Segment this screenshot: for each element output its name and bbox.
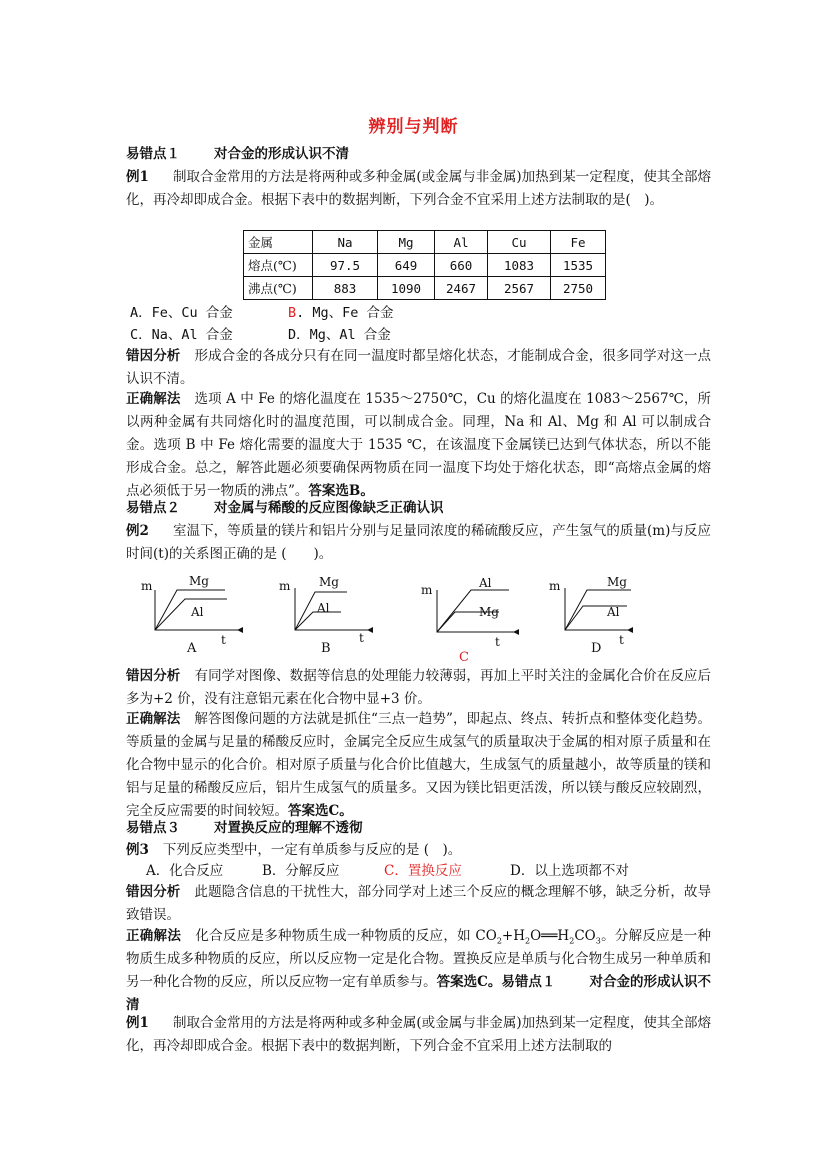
graph-d: [549, 575, 633, 656]
bottom-curve-label: Al: [317, 601, 330, 615]
solution-text: 解答图像问题的方法就是抓住“三点一趋势”，即起点、终点、转折点和整体变化趋势。等质量的金属与足量的稀酸反应时，金属完全反应生成氢气的质量取决于金属的相对原子质量和在化合物中显示的化合价。相对原子质量与化合价比值越大，生成氢气的质量越小，故等质量的镁和铝与足量的稀酸反应后，铝片生成氢气的质量多。又因为镁比铝更活泼，所以镁与酸反应较剧烈，完全反应需要的时间较短。: [126, 711, 711, 819]
solution-label: 正确解法: [126, 391, 181, 407]
x-axis-label: t: [359, 631, 364, 645]
table-cell: 1535: [551, 254, 606, 277]
top-curve-label: Mg: [607, 575, 627, 589]
graph-letter: B: [321, 641, 331, 656]
table-cell: 2467: [435, 277, 488, 300]
table-row: [244, 231, 606, 254]
example-label: 例2: [126, 523, 149, 539]
solution-3: [126, 925, 711, 1017]
option-c: C．Na、Al 合金: [130, 327, 233, 343]
example-text: 制取合金常用的方法是将两种或多种金属(或金属与非金属)加热到某一定程度，使其全部熔化，再冷却即成合金。根据下表中的数据判断，下列合金不宜采用上述方法制取的: [126, 1015, 711, 1054]
axes: [295, 588, 373, 630]
section-title: 对合金的形成认识不清: [214, 146, 349, 162]
axes: [565, 588, 633, 630]
solution-label: 正确解法: [126, 928, 182, 944]
option-b: [288, 302, 394, 324]
table-cell: 2567: [488, 277, 551, 300]
graph-b: [279, 575, 373, 656]
option-a: A．Fe、Cu 合金: [130, 305, 233, 321]
example-label: 例3: [126, 842, 149, 858]
answer: 答案选C。: [288, 803, 353, 819]
section-label: 易错点３: [126, 820, 180, 836]
option-a: A．化合反应: [146, 863, 224, 879]
solution-text: 选项 A 中 Fe 的熔化温度在 1535～2750℃，Cu 的熔化温度在 1083～2567℃，所以两种金属有共同熔化时的温度范围，可以制成合金。同理，Na 和 Al、Mg 和 Al 可以制成合金。选项 B 中 Fe 熔化需要的温度大于 1535 ℃，在该温度下金属镁已达到气体状态，所以不能形成合金。总之，解答此题必须要确保两物质在同一温度下均处于熔化状态，即“高熔点金属的熔点必须低于另一物质的沸点”。: [126, 391, 712, 499]
example-label: 例1: [126, 169, 149, 185]
error-label: 错因分析: [126, 348, 181, 364]
table-cell: 2750: [551, 277, 606, 300]
table-cell: 97.5: [313, 254, 378, 277]
section-title: 对金属与稀酸的反应图像缺乏正确认识: [214, 500, 444, 516]
error-text: 有同学对图像、数据等信息的处理能力较薄弱，再加上平时关注的金属化合价在反应后多为+2 价，没有注意铝元素在化合物中显+3 价。: [126, 668, 712, 707]
y-axis-label: m: [549, 579, 561, 593]
reaction-graphs: [135, 568, 635, 664]
error-text: 此题隐含信息的干扰性大，部分同学对上述三个反应的概念理解不够，缺乏分析，故导致错误。: [126, 884, 712, 923]
solution-text: CO: [574, 928, 596, 944]
table-header-cell: Cu: [488, 231, 551, 254]
subscript: 2: [569, 936, 575, 946]
example-text: 制取合金常用的方法是将两种或多种金属(或金属与非金属)加热到某一定程度，使其全部熔化，再冷却即成合金。根据下表中的数据判断，下列合金不宜采用上述方法制取的是( )。: [126, 169, 711, 208]
axis-arrow: [513, 629, 519, 635]
graph-c: [421, 576, 519, 664]
option-d: D．以上选项都不对: [510, 863, 629, 879]
table-cell: 熔点(℃): [244, 254, 313, 277]
graph-letter: A: [187, 641, 197, 656]
error-label: 错因分析: [126, 668, 181, 684]
section-label: 易错点１: [126, 146, 180, 162]
table-row: [244, 277, 606, 300]
subscript: 2: [525, 936, 531, 946]
solution-text: +H: [501, 928, 526, 944]
solution-label: 正确解法: [126, 711, 181, 727]
solution-1: [126, 388, 711, 503]
graph-a: [141, 574, 243, 656]
table-cell: 660: [435, 254, 488, 277]
option-b: B．分解反应: [262, 863, 340, 879]
metal-table: [243, 230, 606, 300]
option-b-letter: B: [288, 305, 297, 321]
x-axis-label: t: [495, 635, 500, 649]
error-analysis-1: [126, 345, 711, 391]
repeat-section-label: 易错点１: [501, 974, 556, 990]
curve-top: [155, 590, 225, 630]
error-analysis-2: [126, 665, 711, 711]
bottom-curve-label: Al: [607, 605, 620, 619]
error-text: 形成合金的各成分只有在同一温度时都呈熔化状态，才能制成合金，很多同学对这一点认识不清。: [126, 348, 712, 387]
solution-2: [126, 708, 711, 823]
table-header-cell: 金属: [244, 231, 313, 254]
top-curve-label: Mg: [189, 574, 209, 588]
top-curve-label: Mg: [319, 575, 339, 589]
table-row: [244, 254, 606, 277]
y-axis-label: m: [279, 579, 291, 593]
section-1-heading: [126, 143, 711, 166]
axis-arrow: [627, 627, 633, 633]
table-cell: 1090: [378, 277, 435, 300]
curve-top: [565, 590, 631, 630]
table-header-cell: Al: [435, 231, 488, 254]
table-cell: 883: [313, 277, 378, 300]
axes: [437, 590, 519, 632]
example-2: [126, 520, 711, 566]
axis-arrow: [367, 627, 373, 633]
answer: 答案选B。: [308, 483, 374, 499]
table-header-cell: Mg: [378, 231, 435, 254]
table-header-cell: Na: [313, 231, 378, 254]
section-title: 对置换反应的理解不透彻: [214, 820, 363, 836]
subscript: 3: [595, 936, 601, 946]
section-label: 易错点２: [126, 500, 180, 516]
y-axis-label: m: [141, 579, 153, 593]
answer: 答案选C。: [436, 974, 502, 990]
option-d: D．Mg、Al 合金: [288, 327, 391, 343]
solution-text: 化合反应是多种物质生成一种物质的反应，如 CO: [195, 928, 497, 944]
table-cell: 沸点(℃): [244, 277, 313, 300]
example-text: 下列反应类型中，一定有单质参与反应的是 ( )。: [162, 842, 462, 858]
axis-arrow: [237, 627, 243, 633]
example-3: [126, 839, 711, 862]
example-1: [126, 166, 711, 212]
table-header-cell: Fe: [551, 231, 606, 254]
solution-text: O══H: [530, 928, 570, 944]
graph-letter: D: [591, 641, 602, 656]
error-label: 错因分析: [126, 884, 181, 900]
example-text: 室温下，等质量的镁片和铝片分别与足量同浓度的稀硫酸反应，产生氢气的质量(m)与反应时间(t)的关系图正确的是 ( )。: [126, 523, 711, 562]
table-cell: 649: [378, 254, 435, 277]
error-analysis-3: [126, 881, 711, 927]
graph-letter: C: [459, 650, 469, 664]
example-1-repeat: [126, 1012, 711, 1058]
option-b-text: . Mg、Fe 合金: [296, 305, 394, 321]
option-c: C．置换反应: [384, 863, 462, 879]
bottom-curve-label: Al: [191, 605, 204, 619]
subscript: 2: [496, 936, 502, 946]
page-title: 辨别与判断: [368, 117, 459, 137]
x-axis-label: t: [221, 633, 226, 647]
x-axis-label: t: [619, 633, 624, 647]
top-curve-label: Al: [479, 576, 492, 590]
section-2-heading: [126, 497, 711, 520]
repeat-section-title: 对合金的形成认识不清: [126, 974, 712, 1013]
section-3-heading: [126, 817, 711, 840]
y-axis-label: m: [421, 583, 433, 597]
bottom-curve-label: Mg: [479, 605, 499, 619]
solution-text: 。分解反应是一种物质生成多种物质的反应，所以反应物一定是化合物。置换反应是单质与化合物生成另一种单质和另一种化合物的反应，所以反应物一定有单质参与。: [126, 928, 712, 990]
example-label: 例1: [126, 1015, 149, 1031]
table-cell: 1083: [488, 254, 551, 277]
